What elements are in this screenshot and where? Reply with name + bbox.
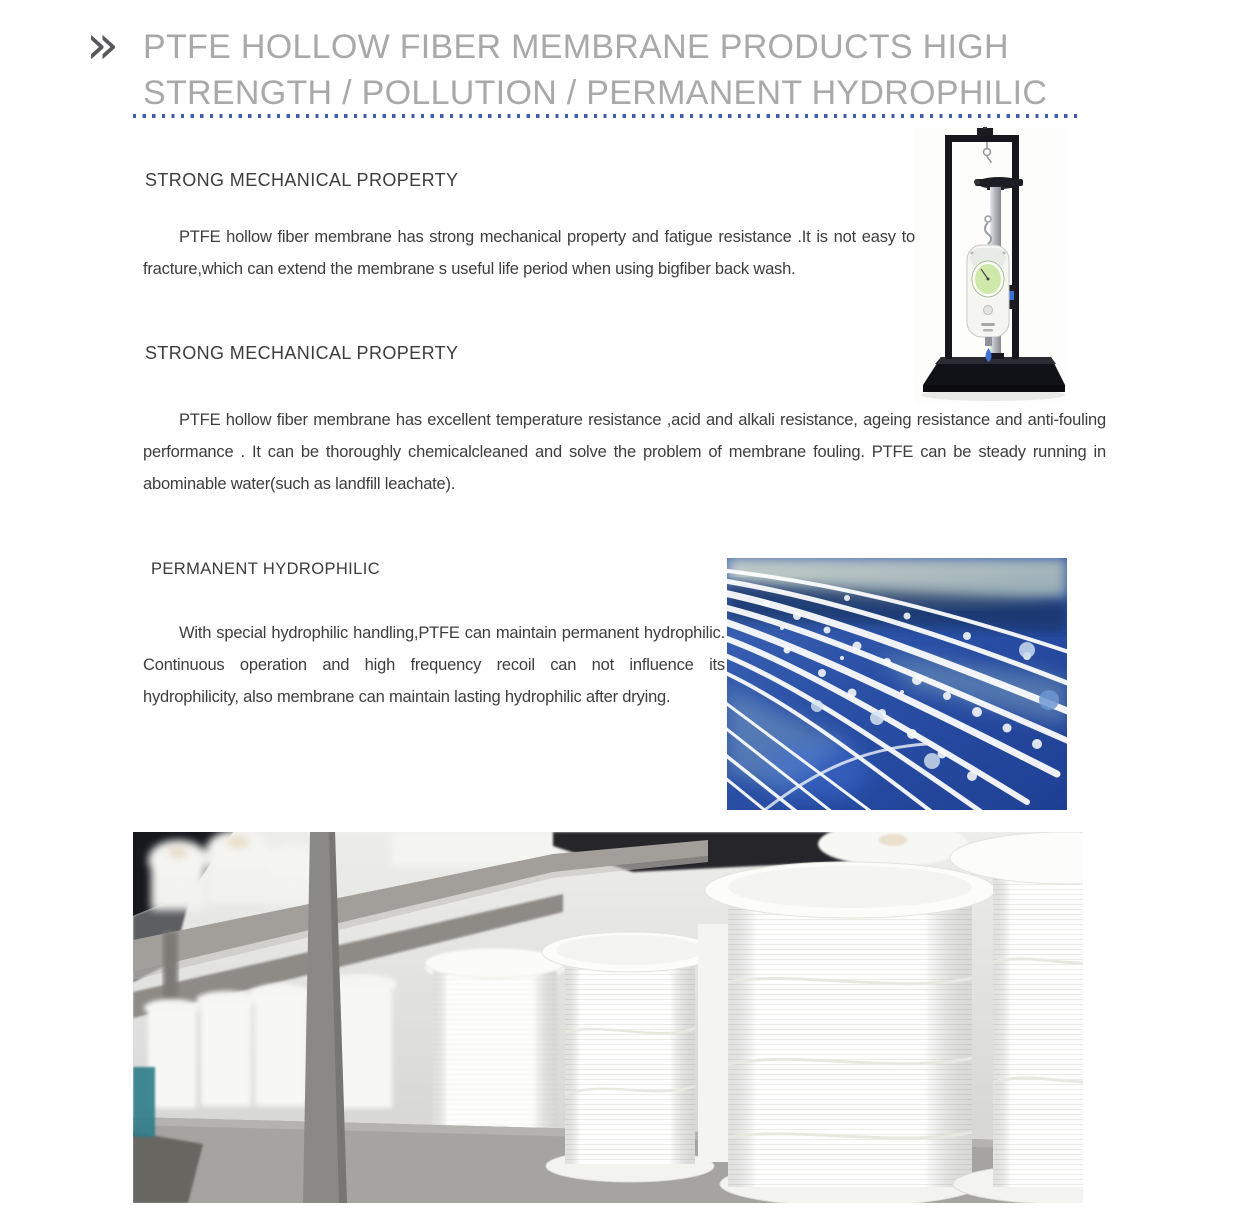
dotted-divider [133,114,1080,118]
page-title-line2: STRENGTH / POLLUTION / PERMANENT HYDROPHILIC [143,74,1048,112]
fiber-droplets-illustration [727,558,1067,810]
fiber-spool-warehouse-photo [133,832,1083,1203]
section-paragraph-mechanical-2: PTFE hollow fiber membrane has excellent temperature resistance ,acid and alkali resistance, ageing resistance and anti-fouling performance . It can be thoroughly chemicalcleaned and solve the problem of membrane fouling. PTFE can be steady running in abominable water(such as landfill leachate). [143,411,1106,493]
front-spool-1 [542,932,718,1182]
tension-tester-illustration [915,127,1065,403]
section-heading-mechanical-2: STRONG MECHANICAL PROPERTY [145,343,459,363]
section-paragraph-mechanical-1: PTFE hollow fiber membrane has strong mechanical property and fatigue resistance .It is not easy to fracture,which can extend the membrane s useful life period when using bigfiber back wash. [143,228,915,278]
front-spool-2 [705,862,995,1203]
section-heading-mechanical-1: STRONG MECHANICAL PROPERTY [145,170,459,190]
section-paragraph-hydrophilic: With special hydrophilic handling,PTFE can maintain permanent hydrophilic. Continuous operation and high frequency recoil can not influence its hydrophilicity, also membrane can maintain lasting hydrophilic after drying. [143,624,725,706]
spool-warehouse-illustration [133,832,1083,1203]
front-spool-hidden [698,924,730,1162]
hydrophilic-fiber-photo [727,558,1067,810]
page-title [143,24,1047,116]
double-chevron-icon: » [86,13,120,76]
tension-tester-photo [915,127,1065,403]
page-title-line1: PTFE HOLLOW FIBER MEMBRANE PRODUCTS HIGH [143,28,1009,66]
section-heading-hydrophilic: PERMANENT HYDROPHILIC [151,560,381,578]
mid-row-spools [425,948,565,1132]
machine-base [923,357,1065,392]
